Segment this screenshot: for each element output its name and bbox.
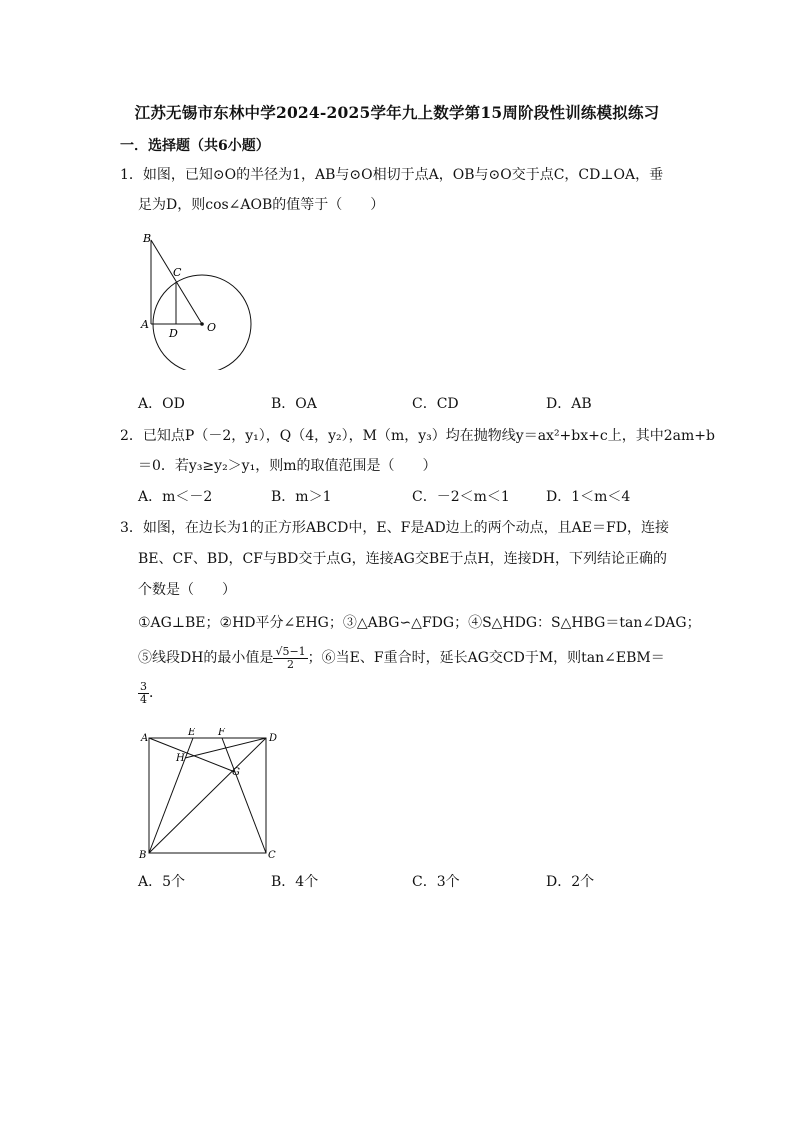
q1-label-d: D xyxy=(169,327,178,340)
q2-option-d[interactable]: D．1＜m＜4 xyxy=(546,489,631,505)
q1-option-c[interactable]: C．CD xyxy=(412,396,459,412)
q2-option-c[interactable]: C．－2＜m＜1 xyxy=(412,489,510,505)
q3-line-3: 个数是（ ） xyxy=(138,582,236,598)
q1-label-b: B xyxy=(143,232,152,245)
q3-line-2: BE、CF、BD，CF与BD交于点G，连接AG交BE于点H，连接DH，下列结论正确的 xyxy=(138,551,668,567)
q3-label-f: F xyxy=(218,728,225,738)
q3-line-5-pre: ⑤线段DH的最小值是 xyxy=(138,650,274,666)
q3-label-h: H xyxy=(176,753,185,764)
q3-fraction-den: 4 xyxy=(140,692,147,706)
page-title: 江苏无锡市东林中学2024-2025学年九上数学第15周阶段性训练模拟练习 xyxy=(134,103,660,122)
section-heading: 一．选择题（共6小题） xyxy=(120,138,270,154)
q3-line-4: ①AG⊥BE；②HD平分∠EHG；③△ABG∽△FDG；④S△HDG：S△HBG＝tan∠DAG； xyxy=(138,615,701,631)
q3-line-6 xyxy=(138,680,163,706)
q2-option-b[interactable]: B．m＞1 xyxy=(271,489,332,505)
q3-square-figure xyxy=(136,728,282,862)
q2-line-1: 2．已知点P（－2，y₁），Q（4，y₂），M（m，y₃）均在抛物线y＝ax²+bx+c上，其中2am+b xyxy=(120,428,715,444)
q3-label-e: E xyxy=(188,728,196,738)
q1-option-b[interactable]: B．OA xyxy=(271,396,317,412)
q1-line-2: 足为D，则cos∠AOB的值等于（ ） xyxy=(138,197,385,213)
q3-fraction-sqrt5-den: 2 xyxy=(287,657,295,671)
q3-option-c[interactable]: C．3个 xyxy=(412,874,460,890)
q3-line-1: 3．如图，在边长为1的正方形ABCD中，E、F是AD边上的两个动点，且AE＝FD，连接 xyxy=(120,520,669,536)
q3-fraction-sqrt5 xyxy=(273,646,307,671)
q1-label-c: C xyxy=(173,266,182,279)
q1-option-a[interactable]: A．OD xyxy=(138,396,185,412)
q3-option-b[interactable]: B．4个 xyxy=(271,874,319,890)
q2-line-2: ＝0．若y₃≥y₂＞y₁，则m的取值范围是（ ） xyxy=(138,458,437,474)
q3-fraction-num: 3 xyxy=(140,679,147,693)
q3-fraction-three-quarters xyxy=(138,681,149,706)
q1-label-a: A xyxy=(141,318,149,331)
q3-line-5 xyxy=(138,645,665,671)
q1-option-d[interactable]: D．AB xyxy=(546,396,592,412)
q3-option-d[interactable]: D．2个 xyxy=(546,874,595,890)
q1-circle-figure xyxy=(136,228,266,370)
q2-option-a[interactable]: A．m＜－2 xyxy=(138,489,213,505)
q3-label-d: D xyxy=(269,733,278,744)
q3-label-g: G xyxy=(232,767,240,778)
q3-line-5-post: ；⑥当E、F重合时，延长AG交CD于M，则tan∠EBM＝ xyxy=(307,650,665,666)
q3-label-c: C xyxy=(268,850,276,861)
q1-line-1: 1．如图，已知⊙O的半径为1，AB与⊙O相切于点A，OB与⊙O交于点C，CD⊥OA，垂 xyxy=(120,167,664,183)
q3-line-6-post: ． xyxy=(149,685,163,701)
q1-label-o: O xyxy=(207,321,217,334)
q3-label-b: B xyxy=(139,850,147,861)
q3-label-a: A xyxy=(141,733,149,744)
q3-option-a[interactable]: A．5个 xyxy=(138,874,186,890)
q3-fraction-sqrt5-num: √5−1 xyxy=(275,644,306,658)
